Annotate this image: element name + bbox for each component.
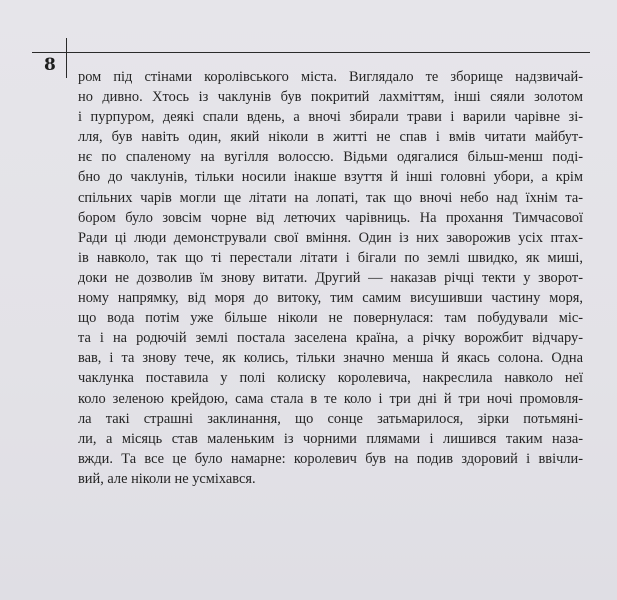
text-line: вжди. Та все це було намарне: королевич був на подив здоровий і ввічли- — [78, 450, 583, 467]
text-line: доки не дозволив їм знову витати. Другий — наказав річці текти у зворот- — [78, 269, 583, 286]
text-line: но дивно. Хтось із чаклунів був покритий лахміттям, інші сяяли золотом — [78, 89, 583, 106]
text-line: бором було зовсім чорне від летючих чарівниць. На прохання Тимчасової — [78, 209, 583, 226]
text-line: ла такі страшні заклинання, що сонце затьмарилося, зірки потьмяні- — [78, 410, 583, 427]
text-line: і пурпуром, деякі спали вдень, а вночі збирали трави і варили чарівне зі- — [78, 109, 583, 126]
body-text — [78, 67, 583, 489]
text-line: лля, був навіть один, який ніколи в житті не спав і вмів читати майбут- — [78, 129, 583, 146]
text-line: спільних чарів могли ще літати на лопаті, так що вночі небо над їхнім та- — [78, 189, 583, 206]
page-number-divider — [66, 38, 67, 78]
text-line: бно до чаклунів, тільки носили інакше взуття й інші головні убори, а крім — [78, 169, 583, 186]
text-line: ли, а місяць став маленьким із чорними плямами і лишився таким наза- — [78, 430, 583, 447]
text-line: нє по спаленому на вугілля волоссю. Відьми одягалися більш-менш поді- — [78, 149, 583, 166]
text-line: Ради ці люди демонстрували свої вміння. Один із них заворожив усіх птах- — [78, 229, 583, 246]
text-line: ному напрямку, від моря до витоку, тим самим висушивши частину моря, — [78, 290, 583, 307]
text-line: ром під стінами королівського міста. Виглядало те зборище надзвичай- — [78, 69, 583, 85]
header-rule — [32, 52, 590, 53]
text-line-last: вий, але ніколи не усміхався. — [78, 470, 256, 487]
text-line: вав, і та знову тече, як колись, тільки значно менша й якась солона. Одна — [78, 350, 583, 367]
text-line: ів навколо, так що ті перестали літати і бігали по землі швидко, як миші, — [78, 249, 583, 266]
text-line: та і на родючій землі постала заселена країна, а річку ворожбит відчару- — [78, 330, 583, 347]
text-line: коло зеленою крейдою, сама стала в те коло і три дні й три ночі промовля- — [78, 390, 583, 407]
text-line: що вода потім уже більше ніколи не повернулася: там побудували міс- — [78, 310, 583, 327]
text-line: чаклунка поставила у полі колиску королевича, накреслила навколо неї — [78, 370, 583, 387]
page-number: 8 — [44, 55, 56, 75]
